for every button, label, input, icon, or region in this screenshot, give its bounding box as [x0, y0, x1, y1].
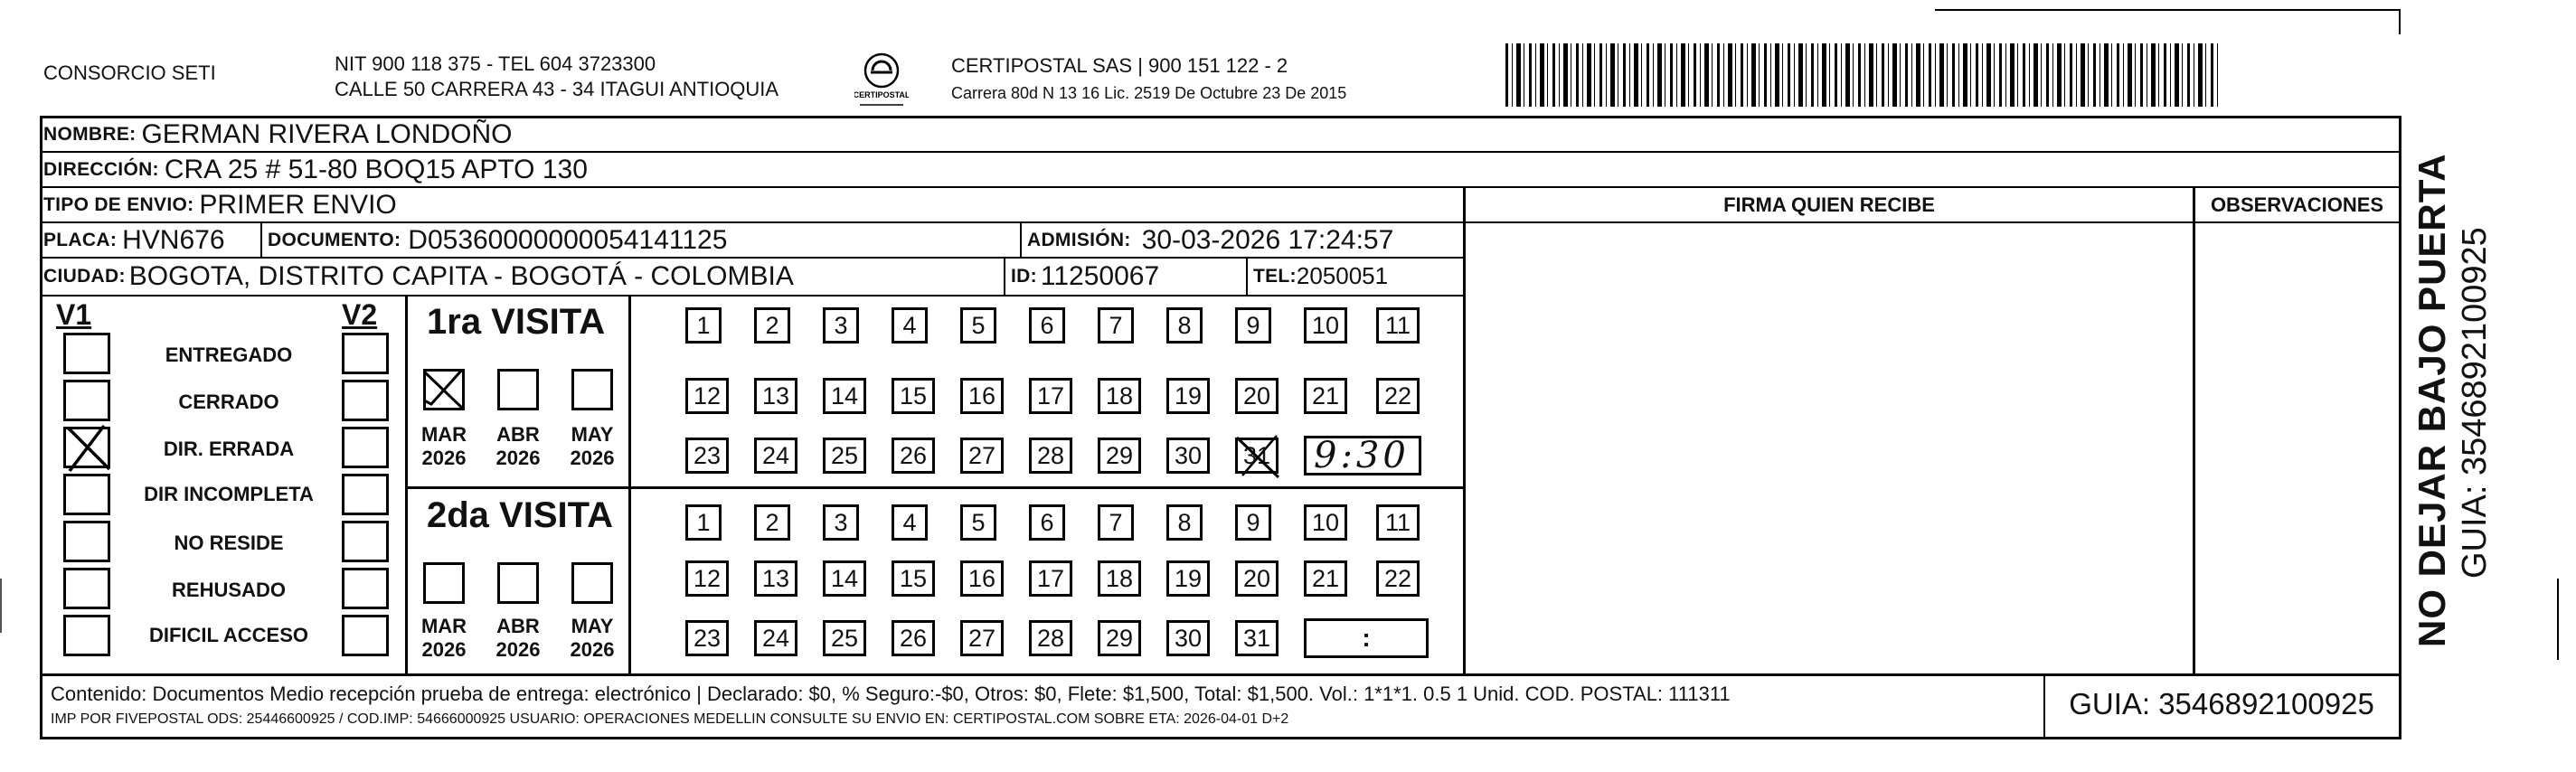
cell-rule-id [1004, 257, 1005, 296]
visit1-time-value: 9:30 [1314, 435, 1410, 476]
v1-day-30[interactable]: 30 [1166, 438, 1210, 474]
v1-day-11[interactable]: 11 [1376, 307, 1420, 344]
v2-day-20[interactable]: 20 [1235, 560, 1279, 597]
visit2-title: 2da VISITA [427, 495, 613, 535]
placa-label: PLACA: [43, 229, 118, 250]
nombre-value: GERMAN RIVERA LONDOÑO [141, 118, 513, 149]
visit1-month-may-checkbox[interactable] [571, 369, 613, 410]
barcode [1505, 43, 2220, 107]
nit-line: NIT 900 118 375 - TEL 604 3723300 [335, 52, 656, 75]
v2-day-18[interactable]: 18 [1098, 560, 1141, 597]
v1-day-27[interactable]: 27 [960, 438, 1004, 474]
v1-day-19[interactable]: 19 [1166, 378, 1210, 414]
carrier-sub: Carrera 80d N 13 16 Lic. 2519 De Octubre 23 De 2015 [951, 84, 1347, 102]
visit1-month-mar [417, 423, 471, 470]
status-rehusado: REHUSADO [172, 579, 286, 601]
v1-day-9[interactable]: 9 [1235, 307, 1271, 344]
visit1-month-mar-checkbox[interactable] [423, 369, 465, 410]
visit2-month-abr-checkbox[interactable] [497, 562, 539, 604]
v1-checkbox-dir-errada[interactable] [63, 427, 110, 468]
visit1-month-abr [491, 423, 545, 470]
v2-checkbox-cerrado[interactable] [342, 380, 389, 421]
v1-day-1[interactable]: 1 [685, 307, 722, 344]
v1-day-15[interactable]: 15 [892, 378, 935, 414]
placa-value: HVN676 [122, 224, 225, 255]
guia-box: GUIA: 3546892100925 [2069, 687, 2374, 720]
v2-day-24[interactable]: 24 [754, 620, 797, 656]
month-label: ABR [496, 615, 540, 637]
imp-line: IMP POR FIVEPOSTAL ODS: 25446600925 / COD.IMP: 54666000925 USUARIO: OPERACIONES MEDELLIN CONSULTE SU ENVIO EN: CERTIPOSTAL.COM SOBRE ETA: 2026-04-01 D+2 [51, 711, 1289, 727]
row-tipo [43, 187, 397, 222]
row-rule-3b [1465, 221, 2401, 223]
v2-day-22[interactable]: 22 [1376, 560, 1420, 597]
tel-value: 2050051 [1296, 262, 1389, 289]
v2-header: V2 [342, 298, 378, 331]
v2-day-25[interactable]: 25 [823, 620, 866, 656]
id-value: 11250067 [1040, 260, 1160, 291]
v2-day-13[interactable]: 13 [754, 560, 797, 597]
visit1-title: 1ra VISITA [427, 302, 606, 342]
day-31-strike-icon [1233, 432, 1286, 483]
month-year: 2026 [495, 638, 541, 661]
v1-day-22[interactable]: 22 [1376, 378, 1420, 414]
v1-checkbox-cerrado[interactable] [63, 380, 110, 421]
address-line: CALLE 50 CARRERA 43 - 34 ITAGUI ANTIOQUIA [335, 78, 779, 100]
left-edge-mark [0, 579, 2, 633]
v2-day-9[interactable]: 9 [1235, 504, 1271, 541]
frame-left [40, 116, 42, 739]
status-no-reside: NO RESIDE [174, 532, 284, 554]
status-dificil-acceso: DIFICIL ACCESO [148, 624, 308, 646]
month-year: 2026 [495, 447, 541, 469]
month-label: ABR [496, 423, 540, 446]
v1-day-29[interactable]: 29 [1098, 438, 1141, 474]
v1-checkbox-dir-incompleta[interactable] [63, 474, 110, 515]
v2-day-21[interactable]: 21 [1304, 560, 1347, 597]
certipostal-logo [854, 51, 909, 110]
month-year: 2026 [570, 447, 615, 469]
visit2-month-mar [417, 615, 471, 662]
documento-value: D05360000000054141125 [408, 224, 728, 255]
v2-checkbox-dir-errada[interactable] [342, 427, 389, 468]
v1-day-21[interactable]: 21 [1304, 378, 1347, 414]
v2-day-28[interactable]: 28 [1029, 620, 1072, 656]
v2-day-26[interactable]: 26 [892, 620, 935, 656]
status-dir-errada: DIR. ERRADA [163, 438, 295, 460]
v2-day-11[interactable]: 11 [1376, 504, 1420, 541]
v2-day-16[interactable]: 16 [960, 560, 1004, 597]
v2-day-19[interactable]: 19 [1166, 560, 1210, 597]
v1-day-16[interactable]: 16 [960, 378, 1004, 414]
v2-day-2[interactable]: 2 [754, 504, 790, 541]
v1-day-10[interactable]: 10 [1304, 307, 1347, 344]
cell-rule-placa [260, 221, 262, 258]
direccion-label: DIRECCIÓN: [43, 158, 159, 180]
v2-checkbox-dir-incompleta[interactable] [342, 474, 389, 515]
v2-day-23[interactable]: 23 [685, 620, 729, 656]
v2-day-4[interactable]: 4 [892, 504, 928, 541]
no-dejar-bajo-puerta: NO DEJAR BAJO PUERTA [2411, 153, 2453, 647]
frame-right [2399, 116, 2401, 739]
visit-divider [405, 486, 1465, 489]
visit1-month-may [565, 423, 619, 470]
row-ciudad [43, 259, 794, 294]
handwritten-check-icon [420, 364, 469, 413]
footer-rule [40, 673, 2401, 676]
visit2-month-abr [491, 615, 545, 662]
v1-day-17[interactable]: 17 [1029, 378, 1072, 414]
v2-checkbox-entregado[interactable] [342, 333, 389, 374]
v2-day-10[interactable]: 10 [1304, 504, 1347, 541]
v1-day-24[interactable]: 24 [754, 438, 797, 474]
ciudad-value: BOGOTA, DISTRITO CAPITA - BOGOTÁ - COLOMBIA [128, 260, 794, 291]
v2-day-7[interactable]: 7 [1098, 504, 1134, 541]
v1-checkbox-dificil-acceso[interactable] [63, 615, 110, 656]
month-label: MAR [420, 423, 467, 446]
v1-day-8[interactable]: 8 [1166, 307, 1203, 344]
status-cerrado: CERRADO [178, 391, 279, 413]
side-guia: GUIA: 3546892100925 [2456, 227, 2494, 579]
right-edge-mark [2557, 579, 2559, 660]
cell-admision [1027, 222, 1393, 258]
cell-rule-admision [1020, 221, 1022, 258]
cell-id [1011, 259, 1159, 294]
v1-day-5[interactable]: 5 [960, 307, 996, 344]
tipo-label: TIPO DE ENVIO: [43, 193, 194, 215]
v1-day-25[interactable]: 25 [823, 438, 866, 474]
month-year: 2026 [570, 638, 615, 661]
v2-checkbox-no-reside[interactable] [342, 521, 389, 562]
v2-day-14[interactable]: 14 [823, 560, 866, 597]
status-rule [405, 295, 408, 674]
v1-day-12[interactable]: 12 [685, 378, 729, 414]
cell-rule-tel [1246, 257, 1248, 296]
visit2-month-mar-checkbox[interactable] [423, 562, 465, 604]
v1-header: V1 [56, 298, 92, 331]
col-rule-obs [2193, 186, 2195, 674]
logo-text: CERTIPOSTAL [854, 90, 909, 99]
cell-tel [1253, 259, 1388, 294]
v1-day-23[interactable]: 23 [685, 438, 729, 474]
v1-day-3[interactable]: 3 [823, 307, 859, 344]
v1-day-14[interactable]: 14 [823, 378, 866, 414]
tipo-value: PRIMER ENVIO [199, 189, 397, 220]
tel-label: TEL: [1253, 265, 1297, 287]
admision-value: 30-03-2026 17:24:57 [1141, 224, 1394, 255]
visit1-time-box[interactable] [1304, 436, 1421, 475]
v2-day-15[interactable]: 15 [892, 560, 935, 597]
v2-checkbox-rehusado[interactable] [342, 568, 389, 609]
frame-bottom [40, 737, 2401, 739]
v1-checkbox-entregado[interactable] [63, 333, 110, 374]
month-label: MAY [571, 615, 614, 637]
visit2-month-may-checkbox[interactable] [571, 562, 613, 604]
month-label: MAY [571, 423, 614, 446]
v1-day-4[interactable]: 4 [892, 307, 928, 344]
v2-day-17[interactable]: 17 [1029, 560, 1072, 597]
top-edge-tick [2399, 9, 2401, 34]
v1-day-6[interactable]: 6 [1029, 307, 1065, 344]
v2-day-6[interactable]: 6 [1029, 504, 1065, 541]
row-direccion [43, 152, 588, 187]
documento-label: DOCUMENTO: [268, 229, 401, 250]
carrier-line: CERTIPOSTAL SAS | 900 151 122 - 2 [951, 54, 1288, 77]
v1-day-18[interactable]: 18 [1098, 378, 1141, 414]
firma-header: FIRMA QUIEN RECIBE [1723, 193, 1935, 216]
ciudad-label: CIUDAD: [43, 265, 126, 287]
v1-day-13[interactable]: 13 [754, 378, 797, 414]
admision-label: ADMISIÓN: [1027, 229, 1131, 250]
month-year: 2026 [421, 447, 467, 469]
v2-day-31[interactable]: 31 [1235, 620, 1279, 656]
v1-day-31[interactable]: 31 [1235, 438, 1279, 474]
visit1-month-abr-checkbox[interactable] [497, 369, 539, 410]
visit2-month-may [565, 615, 619, 662]
status-entregado: ENTREGADO [165, 344, 293, 366]
row-placa [43, 222, 225, 258]
nombre-label: NOMBRE: [43, 123, 137, 145]
v2-day-30[interactable]: 30 [1166, 620, 1210, 656]
v1-checkbox-no-reside[interactable] [63, 521, 110, 562]
v2-day-1[interactable]: 1 [685, 504, 722, 541]
observaciones-header: OBSERVACIONES [2210, 193, 2384, 216]
v1-day-7[interactable]: 7 [1098, 307, 1134, 344]
row-rule-5 [40, 295, 1464, 297]
v1-day-28[interactable]: 28 [1029, 438, 1072, 474]
v1-checkbox-rehusado[interactable] [63, 568, 110, 609]
handwritten-check-icon [62, 424, 117, 475]
v2-day-8[interactable]: 8 [1166, 504, 1203, 541]
visit2-time-box[interactable]: : [1304, 618, 1429, 658]
v2-day-27[interactable]: 27 [960, 620, 1004, 656]
v2-day-3[interactable]: 3 [823, 504, 859, 541]
contenido-line: Contenido: Documentos Medio recepción prueba de entrega: electrónico | Declarado: $0, % Seguro:-$0, Otros: $0, Flete: $1,500, Total: $1,500. Vol.: 1*1*1. 0.5 1 Unid. COD. POSTAL: 111311 [51, 683, 1731, 705]
v2-day-5[interactable]: 5 [960, 504, 996, 541]
v2-day-12[interactable]: 12 [685, 560, 729, 597]
months-rule [628, 295, 631, 674]
month-label: MAR [420, 615, 467, 637]
id-label: ID: [1011, 265, 1037, 287]
status-dir-incompleta: DIR INCOMPLETA [144, 483, 314, 505]
v1-day-20[interactable]: 20 [1235, 378, 1279, 414]
v2-day-29[interactable]: 29 [1098, 620, 1141, 656]
cell-documento [268, 222, 727, 258]
col-rule-firma [1463, 186, 1466, 674]
company-name: CONSORCIO SETI [43, 61, 216, 84]
top-edge-line [1935, 9, 2401, 11]
v2-checkbox-dificil-acceso[interactable] [342, 615, 389, 656]
month-year: 2026 [421, 638, 467, 661]
v1-day-26[interactable]: 26 [892, 438, 935, 474]
row-nombre [43, 117, 513, 152]
direccion-value: CRA 25 # 51-80 BOQ15 APTO 130 [164, 154, 588, 184]
v1-day-2[interactable]: 2 [754, 307, 790, 344]
